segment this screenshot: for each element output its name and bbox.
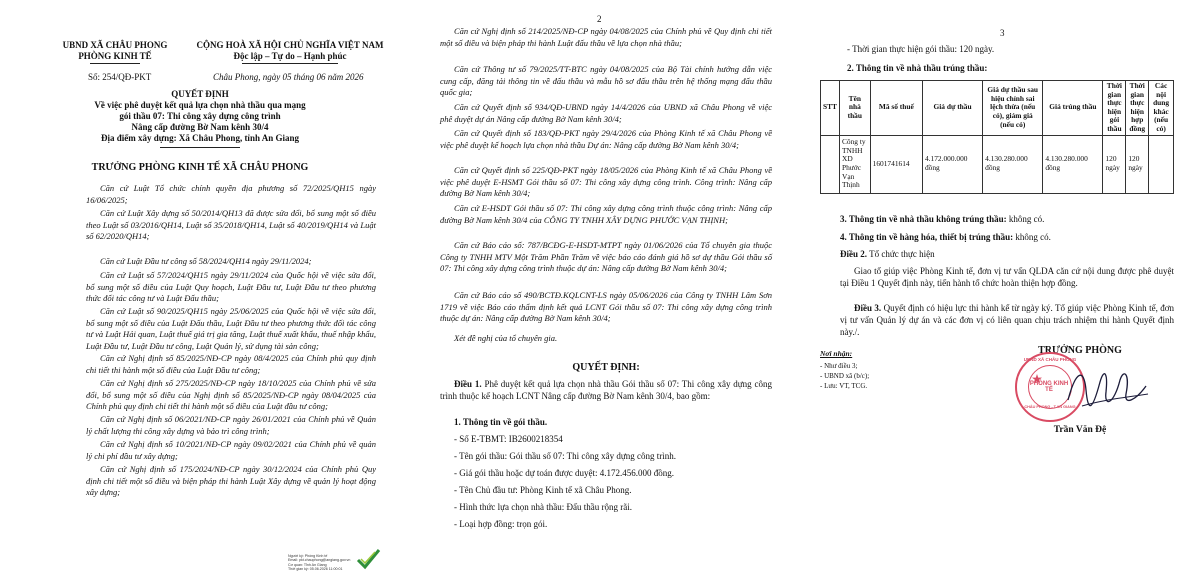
article-1 <box>440 378 772 402</box>
document-page-3 <box>800 0 1200 582</box>
digital-signature-time: Thời gian ký: 05.06.2026 11:00:01 <box>288 567 343 572</box>
table-header-row <box>821 81 1174 136</box>
digital-signature-agency: Cơ quan: Tỉnh An Giang <box>288 562 327 567</box>
stamp-text-center: PHÒNG KINH TẾ <box>1029 381 1069 393</box>
col-header-bidder-name: Tên nhà thầu <box>839 81 870 136</box>
article-3-label: Điều 3. <box>854 303 882 313</box>
legal-basis-4: Căn cứ Luật số 57/2024/QH15 ngày 29/11/2024 của Quốc hội về việc sửa đổi, bổ sung một số điều của Luật Quy hoạch, Luật Đầu tư, Luật Đầu tư theo phương thức đối tác công tư và Luật Đấu thầu; <box>86 270 376 304</box>
subject-line-3: Nâng cấp đường Bờ Nam kênh 30/4 <box>131 122 269 132</box>
cell-adjusted-price: 4.130.280.000 đồng <box>983 135 1043 193</box>
legal-basis-3: Căn cứ Luật Đầu tư công số 58/2024/QH14 ngày 29/11/2024; <box>100 256 312 266</box>
subject-line-2: gói thầu 07: Thi công xây dựng công trình <box>119 111 281 121</box>
recipient-item: - Lưu: VT, TCG. <box>820 382 868 390</box>
package-info-1: - Số E-TBMT: IB2600218354 <box>454 434 563 444</box>
winning-bidder-table <box>820 80 1174 194</box>
legal-basis-1: Căn cứ Luật Tổ chức chính quyền địa phương số 72/2025/QH15 ngày 16/06/2025; <box>86 183 376 205</box>
legal-basis-12: Căn cứ Thông tư số 79/2025/TT-BTC ngày 04/08/2025 của Bộ Tài chính hướng dẫn việc cung cấp, đăng tải thông tin về đấu thầu và mẫu hồ sơ đấu thầu trên hệ thống mạng đấu thầu quốc gia; <box>440 64 772 98</box>
article-3 <box>840 302 1174 338</box>
agency-name: UBND XÃ CHÂU PHONG <box>62 40 168 50</box>
section-1-heading: 1. Thông tin về gói thầu. <box>454 417 548 427</box>
section-3-heading: 3. Thông tin về nhà thầu không trúng thầu: <box>840 214 1007 224</box>
document-page-1 <box>0 0 400 582</box>
subject-underline <box>160 147 240 148</box>
signer-name: Trần Văn Đệ <box>1053 425 1107 435</box>
cell-winning-price: 4.130.280.000 đồng <box>1043 135 1103 193</box>
legal-basis-15: Căn cứ Quyết định số 225/QĐ-PKT ngày 18/05/2026 của Phòng Kinh tế xã Châu Phong về việc phê duyệt E-HSMT Gói thầu số 07: Thi công xây dựng công trình. Công trình: Nâng cấp đường Bờ Nam kênh 30/4; <box>440 165 772 199</box>
agency-underline <box>90 63 140 64</box>
place-and-date: Châu Phong, ngày 05 tháng 06 năm 2026 <box>213 72 364 82</box>
section-3-value: không có. <box>1006 214 1045 224</box>
package-info-2: - Tên gói thầu: Gói thầu số 07: Thi công xây dựng công trình. <box>454 451 677 461</box>
recipients-title: Nơi nhận: <box>820 349 853 358</box>
col-header-tax-code: Mã số thuế <box>870 81 922 136</box>
cell-bidder-name: Công ty TNHH XD Phước Vạn Thịnh <box>839 135 870 193</box>
legal-basis-10: Căn cứ Nghị định số 175/2024/NĐ-CP ngày 30/12/2024 của Chính phủ Quy định chi tiết một số điều và biện pháp thi hành Luật Xây dựng về quản lý hoạt động xây dựng; <box>86 464 376 498</box>
subject-line-4: Địa điểm xây dựng: Xã Châu Phong, tỉnh An Giang <box>101 133 299 143</box>
article-3-text: Quyết định có hiệu lực thi hành kể từ ngày ký. Tổ giúp việc Phòng Kinh tế, đơn vị tư vấn Quản lý dự án và các đơn vị có liên quan chịu trách nhiệm thi hành Quyết định này./. <box>840 303 1174 337</box>
legal-basis-14: Căn cứ Quyết định số 183/QĐ-PKT ngày 29/4/2026 của Phòng Kinh tế xã Châu Phong về việc phê duyệt kế hoạch lựa chọn nhà thầu Dự án: Nâng cấp đường Bờ Nam kênh 30/4; <box>440 128 772 150</box>
recipient-item: - UBND xã (b/c); <box>820 372 870 380</box>
legal-basis-2: Căn cứ Luật Xây dựng số 50/2014/QH13 đã được sửa đổi, bổ sung một số điều theo Luật số 03/2016/QH14, Luật số 35/2018/QH14, Luật số 40/2019/QH14 và Luật số 62/2020/QH14; <box>86 208 376 242</box>
section-3 <box>840 214 1044 224</box>
col-header-winning-price: Giá trúng thầu <box>1043 81 1103 136</box>
recipient-item: - Như điều 3; <box>820 362 858 370</box>
stamp-text-top: UBND XÃ CHÂU PHONG <box>1023 357 1077 362</box>
legal-basis-11: Căn cứ Nghị định số 214/2025/NĐ-CP ngày 04/08/2025 của Chính phủ về Quy định chi tiết một số điều và biện pháp thi hành Luật đấu thầu về lựa chọn nhà thầu; <box>440 26 772 48</box>
agency-department: PHÒNG KINH TẾ <box>78 51 152 61</box>
article-2-label: Điều 2. <box>840 249 867 259</box>
col-header-package-duration: Thời gian thực hiện gói thầu <box>1103 81 1126 136</box>
legal-basis-6: Căn cứ Nghị định số 85/2025/NĐ-CP ngày 08/4/2025 của Chính phủ quy định chi tiết thi hành một số điều của Luật Đầu tư công; <box>86 353 376 375</box>
article-1-label: Điều 1. <box>454 379 482 389</box>
recipients-list <box>820 361 869 391</box>
digital-signature-signer: Người ký: Phòng Kinh tế <box>288 554 328 558</box>
article-2-text: Tổ chức thực hiện <box>867 249 935 259</box>
section-2-heading: 2. Thông tin về nhà thầu trúng thầu: <box>847 63 988 73</box>
cell-bid-price: 4.172.000.000 đồng <box>922 135 982 193</box>
legal-basis-7: Căn cứ Nghị định số 275/2025/NĐ-CP ngày 18/10/2025 của Chính phủ về sửa đổi, bổ sung một số điều của Nghị định số 85/2025/NĐ-CP ngày 08/04/2025 của Chính phủ quy định chi tiết thi hành một số điều của Luật đầu tư công; <box>86 378 376 412</box>
legal-basis-5: Căn cứ Luật số 90/2025/QH15 ngày 25/06/2025 của Quốc hội về việc sửa đổi, bổ sung một số điều của Luật Đấu thầu, Luật Đầu tư theo phương thức đối tác công tư và Luật Hải quan, Luật thuế giá trị gia tăng, Luật thuế xuất khẩu, thuế nhập khẩu, Luật Đầu tư, Luật Đầu tư công, Luật Quản lý, sử dụng tài sản công; <box>86 306 376 351</box>
document-number: Số: 254/QĐ-PKT <box>88 72 152 82</box>
legal-basis-13: Căn cứ Quyết định số 934/QĐ-UBND ngày 14/4/2026 của UBND xã Châu Phong về việc phê duyệt dự án Nâng cấp đường Bờ Nam kênh 30/4; <box>440 102 772 124</box>
document-page-2 <box>400 0 800 582</box>
package-info-3: - Giá gói thầu hoặc dự toán được duyệt: 4.172.456.000 đồng. <box>454 468 674 478</box>
decision-heading: QUYẾT ĐỊNH: <box>572 362 640 373</box>
section-4 <box>840 232 1051 242</box>
package-info-6: - Loại hợp đồng: trọn gói. <box>454 519 548 529</box>
article-2-body: Giao tổ giúp việc Phòng Kinh tế, đơn vị tư vấn QLDA căn cứ nội dung được phê duyệt tại Điều 1 Quyết định này, tiến hành tổ chức hoàn thiện hợp đồng. <box>840 266 1174 288</box>
col-header-bid-price: Giá dự thầu <box>922 81 982 136</box>
stamp-text-bottom: CHÂU PHONG - T.AN GIANG <box>1024 405 1076 409</box>
signer-title: TRƯỞNG PHÒNG <box>1038 345 1122 356</box>
section-4-heading: 4. Thông tin về hàng hóa, thiết bị trúng thầu: <box>840 232 1014 242</box>
page-number: 3 <box>1000 28 1005 38</box>
issuing-authority: TRƯỞNG PHÒNG KINH TẾ XÃ CHÂU PHONG <box>91 162 309 173</box>
national-motto: Độc lập – Tự do – Hạnh phúc <box>233 51 347 61</box>
col-header-stt: STT <box>821 81 840 136</box>
digital-signature-block <box>288 554 408 572</box>
article-2 <box>840 249 935 259</box>
page-number: 2 <box>597 14 602 24</box>
cell-other <box>1149 135 1174 193</box>
country-name: CỘNG HOÀ XÃ HỘI CHỦ NGHĨA VIỆT NAM <box>196 40 384 50</box>
cell-contract-duration: 120 ngày <box>1126 135 1149 193</box>
table-row <box>821 135 1174 193</box>
motto-underline <box>242 63 338 64</box>
digital-signature-email: Email: pkt.chauphong@angiang.gov.vn <box>288 558 351 563</box>
package-info-5: - Hình thức lựa chọn nhà thầu: Đấu thầu rộng rãi. <box>454 502 632 512</box>
stamp-star-icon <box>1032 374 1042 384</box>
package-info-4: - Tên Chủ đầu tư: Phòng Kinh tế xã Châu Phong. <box>454 485 632 495</box>
col-header-contract-duration: Thời gian thực hiện hợp đồng <box>1126 81 1149 136</box>
section-4-value: không có. <box>1013 232 1051 242</box>
legal-basis-9: Căn cứ Nghị định số 10/2021/NĐ-CP ngày 09/02/2021 của Chính phủ về quản lý chi phí đầu tư xây dựng; <box>86 439 376 461</box>
expert-proposal: Xét đề nghị của tổ chuyên gia. <box>454 333 558 343</box>
digital-signature-check-icon <box>355 546 381 572</box>
cell-stt <box>821 135 840 193</box>
cell-tax-code: 1601741614 <box>870 135 922 193</box>
legal-basis-18: Căn cứ Báo cáo số 490/BCTĐ.KQLCNT-LS ngày 05/06/2026 của Công ty TNHH Lâm Sơn 1719 về việc Báo cáo thẩm định kết quả LCNT Gói thầu số 07: Thi công xây dựng công trình thuộc dự án: Nâng cấp đường Bờ Nam kênh 30/4; <box>440 290 772 324</box>
subject-line-1: Về việc phê duyệt kết quả lựa chọn nhà thầu qua mạng <box>94 100 306 110</box>
col-header-other: Các nội dung khác (nếu có) <box>1149 81 1174 136</box>
handwritten-signature <box>1062 360 1152 420</box>
legal-basis-16: Căn cứ E-HSDT Gói thầu số 07: Thi công xây dựng công trình thuộc công trình: Nâng cấp đường Bờ Nam kênh 30/4 của CÔNG TY TNHH XÂY DỰNG PHƯỚC VẠN THỊNH; <box>440 203 772 225</box>
legal-basis-8: Căn cứ Nghị định số 06/2021/NĐ-CP ngày 26/01/2021 của Chính phủ về Quản lý chất lượng thi công xây dựng và bảo trì công trình; <box>86 414 376 436</box>
legal-basis-17: Căn cứ Báo cáo số: 787/BCĐG-E-HSDT-MTPT ngày 01/06/2026 của Tổ chuyên gia thuộc Công ty TNHH MTV Một Trăm Phần Trăm về việc báo cáo đánh giá hồ sơ dự thầu Gói thầu số 07: Thi công xây dựng công trình thuộc dự án: Nâng cấp đường Bờ Nam kênh 30/4; <box>440 240 772 274</box>
cell-package-duration: 120 ngày <box>1103 135 1126 193</box>
col-header-adjusted-price: Giá dự thầu sau hiệu chỉnh sai lệch thừa (nếu có), giảm giá (nếu có) <box>983 81 1043 136</box>
package-duration: - Thời gian thực hiện gói thầu: 120 ngày. <box>847 44 995 54</box>
document-title: QUYẾT ĐỊNH <box>171 89 229 99</box>
article-1-text: Phê duyệt kết quả lựa chọn nhà thầu Gói thầu số 07: Thi công xây dựng công trình thuộc kế hoạch LCNT Nâng cấp đường Bờ Nam kênh 30/4, bao gồm: <box>440 379 773 401</box>
